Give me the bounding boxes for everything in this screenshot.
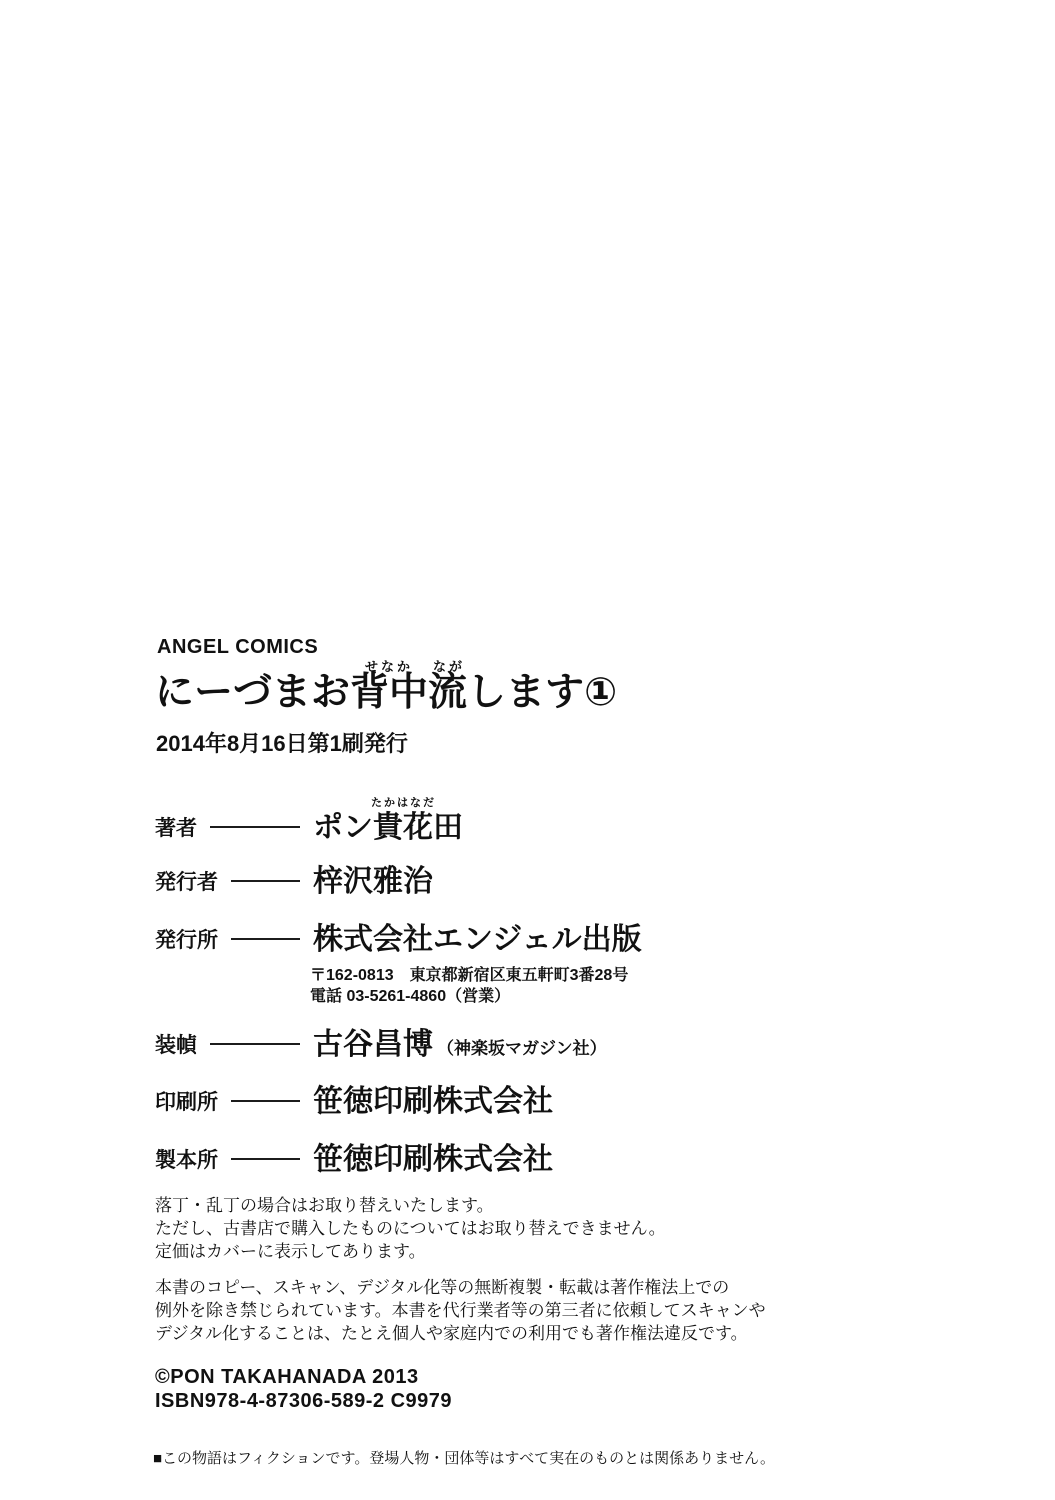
credit-row-author (155, 796, 775, 844)
copyright-law-notice (155, 1276, 766, 1345)
publisher-phone: 電話 03-5261-4860（営業） (310, 988, 511, 1005)
credit-label-wrap (155, 812, 300, 842)
publisher-name: 株式会社エンジェル出版 (313, 922, 642, 956)
rule-line (210, 1043, 300, 1045)
bindery-label: 製本所 (155, 1149, 218, 1172)
author-label: 著者 (155, 817, 197, 840)
rule-line (231, 1100, 300, 1102)
returns-notice (155, 1194, 666, 1263)
credit-row-publisher (155, 922, 775, 956)
copyright-law-line3: デジタル化することは、たとえ個人や家庭内での利用でも著作権法違反です。 (155, 1324, 748, 1343)
printer-name: 笹徳印刷株式会社 (313, 1084, 553, 1118)
copyright-line: ©PON TAKAHANADA 2013 (155, 1366, 419, 1388)
credit-label-wrap (155, 1029, 300, 1059)
copyright-block (155, 1365, 452, 1413)
fiction-disclaimer: ■この物語はフィクションです。登場人物・団体等はすべて実在のものとは関係ありません。 (153, 1450, 775, 1467)
imprint-label: ANGEL COMICS (157, 636, 319, 658)
book-title: にーづまお背中流します① (155, 671, 618, 714)
isbn-line: ISBN978-4-87306-589-2 C9979 (155, 1390, 453, 1412)
credit-row-issuer (155, 864, 775, 898)
issuer-label: 発行者 (155, 871, 218, 894)
designer-name (313, 1028, 607, 1061)
copyright-law-line2: 例外を除き禁じられています。本書を代行業者等の第三者に依頼してスキャンや (155, 1301, 766, 1320)
title-furigana-senaka: せなか (365, 659, 414, 674)
title-furigana-naga: なが (433, 659, 466, 674)
author-name (313, 796, 463, 844)
returns-notice-line2: ただし、古書店で購入したものについてはお取り替えできません。 (155, 1219, 666, 1238)
credit-row-printer (155, 1084, 775, 1118)
rule-line (231, 938, 300, 940)
credit-label-wrap (155, 1144, 300, 1174)
copyright-law-line1: 本書のコピー、スキャン、デジタル化等の無断複製・転載は著作権法上での (155, 1278, 730, 1297)
credit-label-wrap (155, 1086, 300, 1116)
publisher-label: 発行所 (155, 929, 218, 952)
returns-notice-line1: 落丁・乱丁の場合はお取り替えいたします。 (155, 1196, 494, 1215)
designer-affiliation: （神楽坂マガジン社） (437, 1038, 607, 1058)
credit-label-wrap (155, 866, 300, 896)
publisher-address: 〒162-0813 東京都新宿区東五軒町3番28号 (310, 967, 629, 984)
designer-name-text: 古谷昌博 (313, 1027, 433, 1061)
edition-date: 2014年8月16日第1刷発行 (156, 731, 408, 756)
author-name-text: ポン貴花田 (313, 810, 463, 844)
bindery-name: 笹徳印刷株式会社 (313, 1142, 553, 1176)
rule-line (231, 880, 300, 882)
issuer-name: 梓沢雅治 (313, 864, 433, 898)
author-furigana: たかはなだ (371, 796, 436, 809)
rule-line (210, 826, 300, 828)
credit-row-design (155, 1027, 775, 1061)
rule-line (231, 1158, 300, 1160)
credit-label-wrap (155, 924, 300, 954)
book-title-block (155, 656, 855, 736)
credit-row-bindery (155, 1142, 775, 1176)
printer-label: 印刷所 (155, 1091, 218, 1114)
returns-notice-line3: 定価はカバーに表示してあります。 (155, 1242, 426, 1261)
design-label: 装幀 (155, 1034, 197, 1057)
